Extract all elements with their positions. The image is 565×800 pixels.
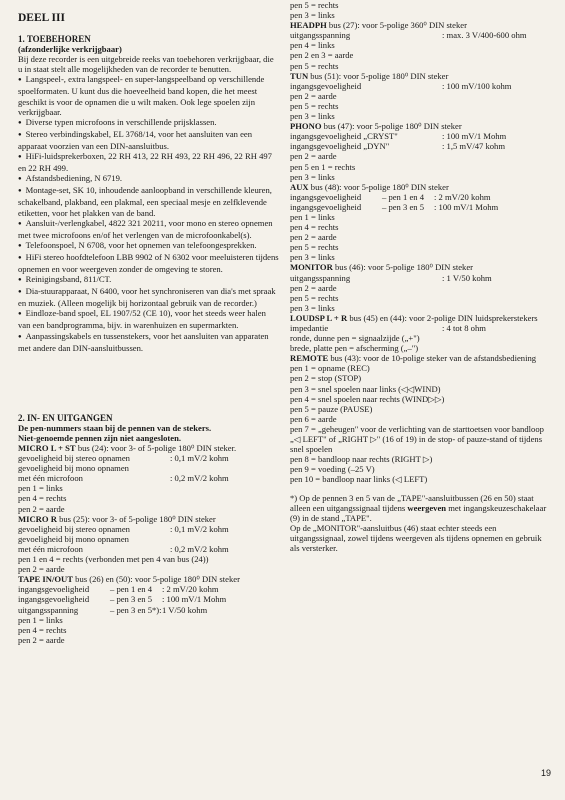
spec-value: 1 V/50 kohm (162, 604, 208, 615)
pin-assignment: pen 7 = „geheugen" voor de verlichting van de starttoetsen voor bandloop „◁ LEFT" of „RIGHT ▷" (16 of 19) in de stop- of pauze-stand of tijdens snel spoelen (290, 423, 544, 455)
footnote-tape (290, 493, 552, 523)
pin-assignment: pen 2 = aarde (18, 564, 65, 575)
pin-assignment: pen 2 = aarde (290, 90, 337, 101)
footnote-text: *) Op de pennen 3 en 5 van de „TAPE"-aansluitbussen (26 en 50) staat alleen een uitgangssignaal tijdens (290, 492, 534, 513)
mic-r-pins (18, 554, 280, 574)
pin-assignment: pen 4 = rechts (18, 624, 67, 635)
aux-values (290, 192, 552, 212)
loudsp-spec (290, 313, 552, 323)
phono-pins (290, 151, 552, 181)
page-number: 19 (540, 767, 551, 778)
loudsp-desc: bus (45) en (44): voor 2-polige DIN luidsprekerstekers (347, 312, 538, 323)
tun-pins (290, 91, 552, 121)
pin-assignment: pen 5 = rechts (290, 292, 339, 303)
accessory-item: ● Stereo verbindingskabel, EL 3768/14, voor het aansluiten van een apparaat voorzien van een DIN-aansluitbus. (18, 129, 280, 151)
spec-value: : 0,1 mV/2 kohm (170, 523, 229, 534)
spec-value: : 0,2 mV/2 kohm (170, 473, 229, 484)
pin-assignment: pen 1 = links (290, 211, 335, 222)
spec-label: uitgangsspanning (290, 30, 351, 41)
spec-label: met één microfoon (18, 543, 83, 554)
pin-assignment: pen 5 en 1 = rechts (290, 161, 356, 172)
spec-label: gevoeligheid bij stereo opnamen (18, 523, 130, 534)
monitor-label: MONITOR (290, 262, 333, 273)
accessories-list (18, 74, 280, 352)
spec-label: ingangsgevoeligheid (18, 594, 90, 605)
io-note-2: Niet-genoemde pennen zijn niet aangesloten. (18, 432, 182, 443)
pin-assignment: pen 3 = links (290, 111, 335, 122)
phono-label: PHONO (290, 121, 322, 132)
pin-assignment: pen 6 = aarde (290, 413, 337, 424)
spec-label: uitgangsspanning (290, 272, 351, 283)
phono-spec (290, 121, 552, 131)
spec-row (290, 131, 552, 141)
spec-pins: – pen 3 en 5*): (110, 604, 162, 615)
pin-assignment: pen 2 = aarde (290, 232, 337, 243)
spec-row (18, 473, 280, 483)
mic-r-spec (18, 514, 280, 524)
aux-pins (290, 212, 552, 262)
pin-assignment: pen 1 = opname (REC) (290, 363, 370, 374)
tape-spec (18, 574, 280, 584)
tape-label: TAPE IN/OUT (18, 574, 73, 585)
subsection-title-io: 2. IN- EN UITGANGEN (18, 412, 113, 423)
pin-assignment: pen 1 en 4 = rechts (verbonden met pen 4 van bus (24)) (18, 554, 209, 565)
mic-lst-spec (18, 443, 280, 453)
spec-label: met één microfoon (18, 473, 83, 484)
mic-lst-label: MICRO L + ST (18, 443, 76, 453)
tun-label: TUN (290, 70, 309, 81)
pin-assignment: pen 2 = aarde (18, 634, 65, 645)
tun-spec (290, 71, 552, 81)
loudsp-value (290, 323, 552, 333)
mic-lst-desc: bus (24): voor 3- of 5-polige 180⁰ DIN steker. (75, 443, 237, 453)
spec-row (18, 534, 280, 544)
accessory-item: ● Telefoonspoel, N 6708, voor het opnemen van telefoongesprekken. (18, 240, 280, 252)
mic-lst-values (18, 453, 280, 483)
tape-pins-continued (290, 0, 552, 20)
pin-assignment: pen 4 = snel spoelen naar rechts (WIND▷▷) (290, 393, 445, 404)
spec-row (18, 544, 280, 554)
remote-spec (290, 353, 552, 363)
spec-label: ingangsgevoeligheid „DYN" (290, 141, 390, 152)
spec-row (18, 463, 280, 473)
headph-spec (290, 20, 552, 30)
spec-label: ingangsgevoeligheid (290, 191, 362, 202)
spec-value: : 2 mV/20 kohm (434, 191, 491, 202)
pin-assignment: pen 4 = links (290, 40, 335, 51)
monitor-pins (290, 283, 552, 313)
tape-desc: bus (26) en (50): voor 5-polige 180⁰ DIN steker (73, 574, 240, 585)
spec-row (18, 453, 280, 463)
monitor-value (290, 273, 552, 283)
remote-desc: bus (43): voor de 10-polige steker van de afstandsbediening (328, 353, 537, 364)
phono-desc: bus (47): voor 5-polige 180⁰ DIN steker (321, 121, 462, 132)
accessory-item: ● Reinigingsband, 811/CT. (18, 274, 280, 286)
pin-assignment: pen 9 = voeding (–25 V) (290, 464, 375, 475)
accessory-item: ● Dia-stuurapparaat, N 6400, voor het synchroniseren van dia's met spraak en muziek. (Alleen mogelijk bij horizontaal gebruik van de recorder.) (18, 286, 280, 308)
monitor-spec (290, 262, 552, 272)
pin-assignment: pen 3 = links (290, 10, 335, 21)
pin-assignment: pen 10 = bandloop naar links (◁ LEFT) (290, 474, 428, 485)
phono-values (290, 131, 552, 151)
spec-value: : 100 mV/1 Mohm (434, 201, 499, 212)
accessory-item: ● Aansluit-/verlengkabel, 4822 321 20211, voor mono en stereo opnemen met twee microfoons en/of het verlengen van de microfoonkabel(s). (18, 218, 280, 240)
spec-row (18, 594, 280, 604)
spec-value: : 100 mV/1 Mohm (442, 131, 507, 142)
spec-label: gevoeligheid bij stereo opnamen (18, 453, 130, 464)
spec-value: : 0,2 mV/2 kohm (170, 543, 229, 554)
loudsp-pins (290, 333, 552, 353)
spec-label: ingangsgevoeligheid (18, 584, 90, 595)
spec-label: ingangsgevoeligheid (290, 201, 362, 212)
spec-value: : 1 V/50 kohm (442, 272, 492, 283)
pin-assignment: pen 4 = rechts (18, 493, 67, 504)
pin-assignment: brede, platte pen = afscherming („–") (290, 343, 419, 354)
loudsp-label: LOUDSP L + R (290, 312, 348, 323)
aux-desc: bus (48): voor 5-polige 180⁰ DIN steker (308, 181, 449, 192)
spec-value: : 2 mV/20 kohm (162, 584, 219, 595)
spec-value (170, 534, 280, 544)
pin-assignment: pen 1 = links (18, 483, 63, 494)
spec-value: : 4 tot 8 ohm (442, 323, 486, 333)
aux-spec (290, 182, 552, 192)
accessory-item: ● Montage-set, SK 10, inhoudende aanloopband in verschillende kleuren, schakelband, plakband, een plakmal, een speciaal mesje en zelfklevende etiketten, voor het plakken van de band. (18, 185, 280, 217)
accessory-item: ● Afstandsbediening, N 6719. (18, 173, 280, 185)
pin-assignment: pen 5 = rechts (290, 100, 339, 111)
section-title: DEEL III (18, 12, 65, 24)
spec-value (170, 463, 280, 473)
spec-value: : max. 3 V/400-600 ohm (442, 30, 527, 41)
spec-label: gevoeligheid bij mono opnamen (18, 463, 129, 474)
pin-assignment: pen 2 = stop (STOP) (290, 373, 362, 384)
pin-assignment: pen 5 = rechts (290, 60, 339, 71)
headph-pins (290, 40, 552, 70)
pin-assignment: pen 2 = aarde (290, 151, 337, 162)
pin-assignment: pen 2 = aarde (290, 282, 337, 293)
spec-value: : 100 mV/1 Mohm (162, 594, 227, 605)
footnote-emphasis: weergeven (407, 502, 447, 513)
spec-label: gevoeligheid bij mono opnamen (18, 533, 129, 544)
tape-values (18, 584, 280, 614)
footnote-monitor: Op de „MONITOR"-aansluitbus (46) staat echter steeds een uitgangssignaal, zowel tijdens weergeven als tijdens opnemen en gebruik als versterker. (290, 522, 542, 553)
headph-value (290, 30, 552, 40)
accessories-intro: Bij deze recorder is een uitgebreide reeks van toebehoren verkrijgbaar, die u in staat stelt alle mogelijkheden van de recorder te benutten. (18, 54, 274, 75)
accessory-item: ● Eindloze-band spoel, EL 1907/52 (CE 10), voor het steeds weer halen van een bandprogramma, bijv. in warenhuizen en supermarkten. (18, 308, 280, 330)
pin-assignment: pen 4 = rechts (290, 222, 339, 233)
spec-label: ingangsgevoeligheid „CRYST" (290, 131, 398, 142)
remote-pins (290, 363, 552, 484)
pin-assignment: pen 5 = rechts (290, 0, 339, 10)
spec-row (290, 141, 552, 151)
accessory-item: ● HiFi stereo hoofdtelefoon LBB 9902 of N 6302 voor meeluisteren tijdens opnemen en voor weergeven zonder de omgeving te storen. (18, 252, 280, 274)
spec-pins: – pen 3 en 5 (110, 594, 153, 605)
pin-assignment: pen 5 = rechts (290, 242, 339, 253)
accessory-item: ● Langspeel-, extra langspeel- en super-langspeelband op verschillende spoelformaten. U kunt dus die hoeveelheid band kopen, die het meest geschikt is voor de opnamen die u wilt maken. Ook lege spoelen zijn verkrijgbaar. (18, 74, 280, 116)
footnote-text: met ingangskeuzeschakelaar (9) in de stand „TAPE". (290, 502, 547, 523)
subsection-title-accessories: 1. TOEBEHOREN (18, 34, 91, 44)
pin-assignment: pen 5 = pauze (PAUSE) (290, 403, 373, 414)
accessories-note: (afzonderlijke verkrijgbaar) (18, 44, 122, 55)
spec-pins: – pen 1 en 4 (110, 584, 153, 595)
headph-label: HEADPH (290, 20, 327, 31)
spec-label: uitgangsspanning (18, 604, 79, 615)
spec-value: : 0,1 mV/2 kohm (170, 453, 229, 464)
right-column (290, 0, 552, 553)
pin-assignment: pen 3 = links (290, 252, 335, 263)
left-column (18, 12, 280, 645)
mic-r-label: MICRO R (18, 513, 57, 524)
pin-assignment: pen 1 = links (18, 614, 63, 625)
pin-assignment: pen 3 = links (290, 302, 335, 313)
remote-label: REMOTE (290, 353, 329, 364)
pin-assignment: pen 8 = bandloop naar rechts (RIGHT ▷) (290, 454, 433, 465)
pin-assignment: pen 3 = links (290, 171, 335, 182)
spec-value: : 1,5 mV/47 kohm (442, 141, 506, 152)
pin-assignment: ronde, dunne pen = signaalzijde („+") (290, 333, 420, 344)
mic-r-values (18, 524, 280, 554)
accessory-item: ● HiFi-luidsprekerboxen, 22 RH 413, 22 RH 493, 22 RH 496, 22 RH 497 en 22 RH 499. (18, 151, 280, 173)
accessory-item: ● Aanpassingskabels en tussenstekers, voor het aansluiten van apparaten met andere dan DIN-aansluitbussen. (18, 331, 280, 353)
spec-row (290, 202, 552, 212)
pin-assignment: pen 2 = aarde (18, 503, 65, 514)
spec-label: impedantie (290, 323, 329, 333)
spec-value: : 100 mV/100 kohm (442, 80, 512, 91)
headph-desc: bus (27): voor 5-polige 360⁰ DIN steker (326, 20, 467, 31)
tape-pins (18, 615, 280, 645)
spec-row (18, 605, 280, 615)
tun-value (290, 81, 552, 91)
io-note-1: De pen-nummers staan bij de pennen van de stekers. (18, 422, 212, 433)
spec-pins: – pen 1 en 4 (382, 191, 425, 202)
pin-assignment: pen 2 en 3 = aarde (290, 50, 354, 61)
mic-r-desc: bus (25): voor 3- of 5-polige 180⁰ DIN steker (56, 513, 216, 524)
spec-row (18, 524, 280, 534)
accessory-item: ● Diverse typen microfoons in verschillende prijsklassen. (18, 117, 280, 129)
mic-lst-pins (18, 483, 280, 513)
pin-assignment: pen 3 = snel spoelen naar links (◁◁WIND) (290, 383, 441, 394)
spec-row (18, 584, 280, 594)
tun-desc: bus (51): voor 5-polige 180⁰ DIN steker (308, 70, 449, 81)
aux-label: AUX (290, 181, 309, 192)
monitor-desc: bus (46): voor 5-polige 180⁰ DIN steker (332, 262, 474, 273)
spec-pins: – pen 3 en 5 (382, 201, 425, 212)
spec-row (290, 192, 552, 202)
spec-label: ingangsgevoeligheid (290, 80, 362, 91)
